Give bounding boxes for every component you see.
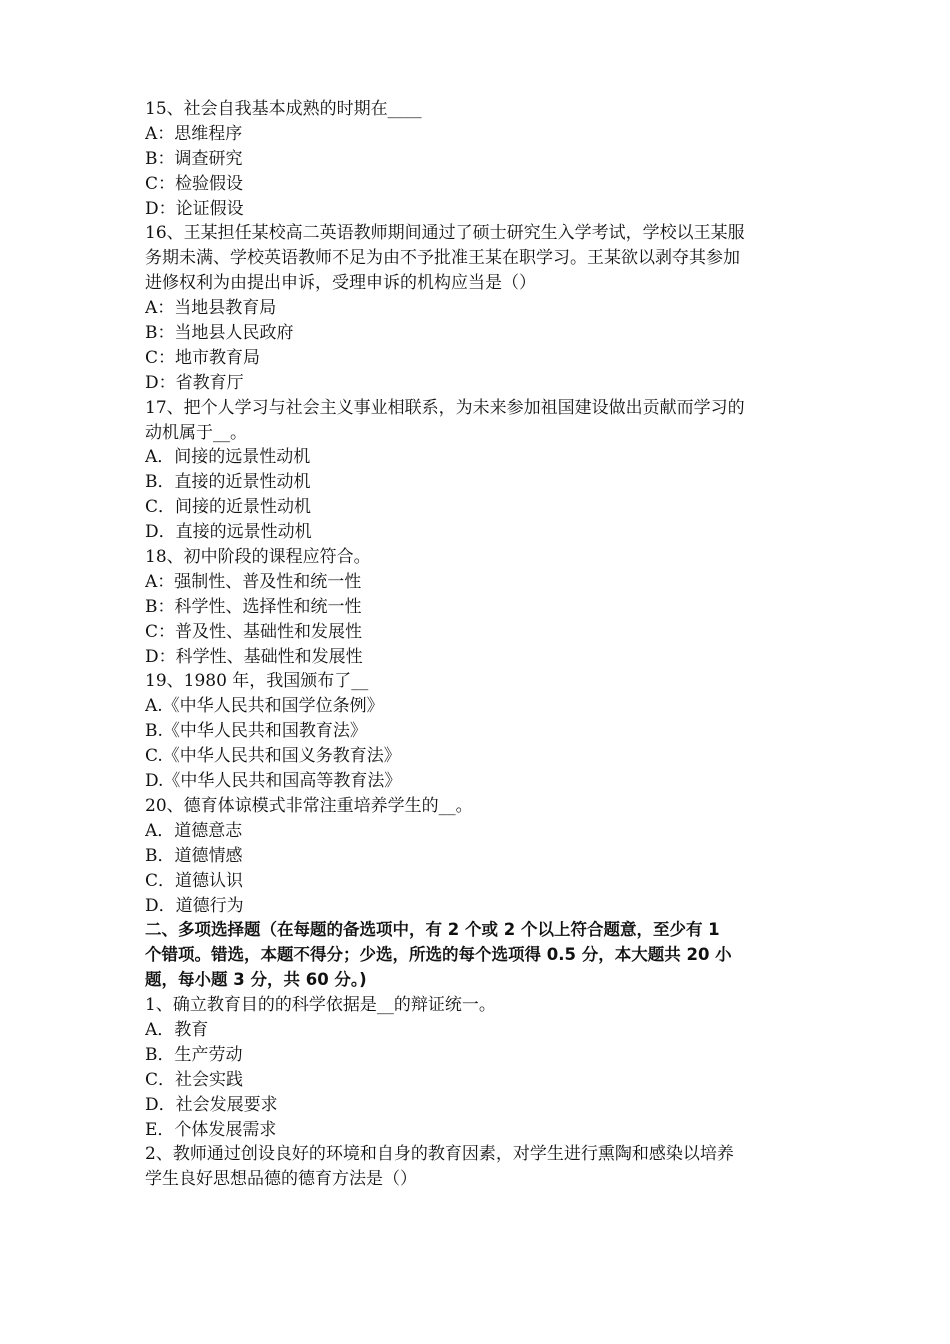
option-d: D：省教育厅: [145, 372, 244, 393]
option-d: D．直接的远景性动机: [145, 522, 312, 543]
question-stem-line: 务期未满、学校英语教师不足为由不予批准王某在职学习。王某欲以剥夺其参加: [145, 248, 740, 269]
option-d: D．社会发展要求: [145, 1094, 278, 1115]
question-stem-line: 16、王某担任某校高二英语教师期间通过了硕士研究生入学考试，学校以王某服: [145, 223, 745, 244]
option-b: B：科学性、选择性和统一性: [145, 596, 362, 617]
question-stem-line: 动机属于__。: [145, 422, 247, 443]
section-heading-multiple-choice: [145, 918, 810, 993]
option-b: B．生产劳动: [145, 1044, 243, 1065]
section-heading-line: 二、多项选择题（在每题的备选项中，有 2 个或 2 个以上符合题意，至少有 1: [145, 920, 720, 940]
option-a: A．间接的远景性动机: [145, 447, 311, 468]
option-b: B：调查研究: [145, 148, 243, 169]
document-page: [145, 97, 810, 1192]
option-c: C．社会实践: [145, 1069, 244, 1090]
option-e: E．个体发展需求: [145, 1119, 277, 1140]
option-b: B.《中华人民共和国教育法》: [145, 721, 367, 742]
option-d: D：科学性、基础性和发展性: [145, 646, 363, 667]
option-c: C：地市教育局: [145, 347, 261, 368]
question-stem: 19、1980 年，我国颁布了__: [145, 671, 369, 692]
option-a: A：当地县教育局: [145, 298, 277, 319]
section-heading-line: 个错项。错选，本题不得分；少选，所选的每个选项得 0.5 分，本大题共 20 小: [145, 945, 732, 965]
option-c: C：普及性、基础性和发展性: [145, 621, 363, 642]
question-stem-line: 2、教师通过创设良好的环境和自身的教育因素，对学生进行熏陶和感染以培养: [145, 1144, 734, 1165]
option-d: D：论证假设: [145, 198, 244, 219]
option-a: A.《中华人民共和国学位条例》: [145, 696, 384, 717]
question-stem: 15、社会自我基本成熟的时期在____: [145, 99, 422, 119]
question-stem: 18、初中阶段的课程应符合。: [145, 547, 371, 568]
option-d: D.《中华人民共和国高等教育法》: [145, 771, 402, 792]
question-stem: 20、德育体谅模式非常注重培养学生的__。: [145, 795, 473, 816]
question-stem-line: 17、把个人学习与社会主义事业相联系，为未来参加祖国建设做出贡献而学习的: [145, 397, 745, 418]
question-18: [145, 545, 810, 669]
option-b: B．直接的近景性动机: [145, 472, 311, 493]
option-d: D．道德行为: [145, 895, 244, 916]
option-a: A：思维程序: [145, 123, 243, 144]
option-b: B．道德情感: [145, 845, 243, 866]
option-c: C．间接的近景性动机: [145, 497, 312, 518]
question-stem-line: 学生良好思想品德的德育方法是（）: [145, 1169, 417, 1190]
multi-question-1: [145, 993, 810, 1142]
section-heading-line: 题，每小题 3 分，共 60 分。): [145, 970, 367, 990]
option-a: A．教育: [145, 1019, 209, 1040]
question-16: [145, 221, 810, 395]
option-a: A：强制性、普及性和统一性: [145, 571, 362, 592]
question-20: [145, 794, 810, 918]
question-17: [145, 396, 810, 545]
question-stem-line: 进修权利为由提出申诉，受理申诉的机构应当是（）: [145, 273, 536, 294]
question-15: [145, 97, 810, 221]
multi-question-2: [145, 1142, 810, 1192]
question-19: [145, 669, 810, 793]
option-a: A．道德意志: [145, 820, 243, 841]
question-stem: 1、确立教育目的的科学依据是__的辩证统一。: [145, 995, 496, 1016]
option-b: B：当地县人民政府: [145, 323, 294, 344]
option-c: C：检验假设: [145, 173, 244, 194]
option-c: C.《中华人民共和国义务教育法》: [145, 746, 401, 767]
option-c: C．道德认识: [145, 870, 244, 891]
